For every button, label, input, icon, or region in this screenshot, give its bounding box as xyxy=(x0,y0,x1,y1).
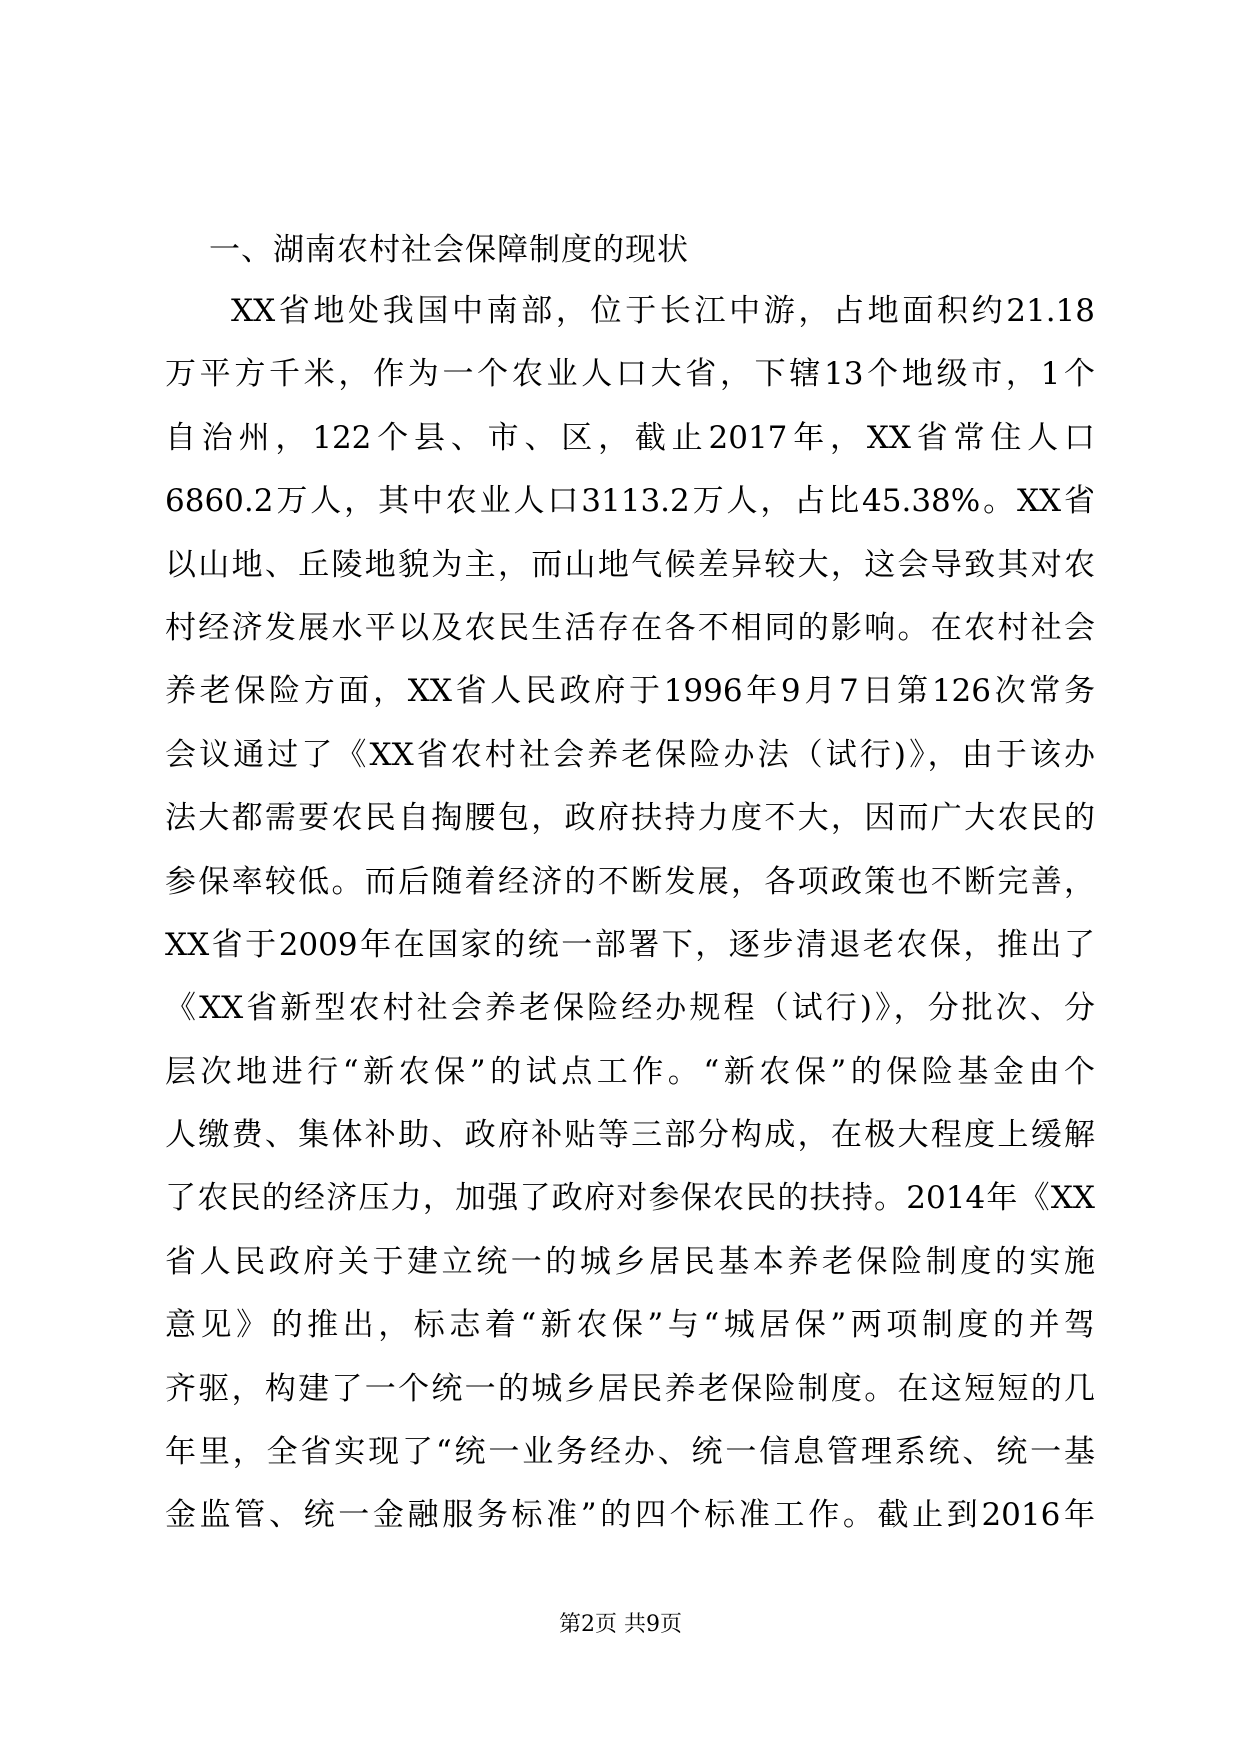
text-line: 《XX省新型农村社会养老保险经办规程（试行)》，分批次、分 xyxy=(165,990,1095,1027)
text-line: 层次地进行“新农保”的试点工作。“新农保”的保险基金由个 xyxy=(165,1053,1095,1090)
text-line: 会议通过了《XX省农村社会养老保险办法（试行)》，由于该办 xyxy=(165,736,1095,773)
text-line: 6860.2万人，其中农业人口3113.2万人，占比45.38%。XX省 xyxy=(165,483,1095,520)
text-line: 年里，全省实现了“统一业务经办、统一信息管理系统、统一基 xyxy=(165,1434,1095,1471)
page-number-footer: 第2页 共9页 xyxy=(559,1612,682,1637)
section-heading: 一、湖南农村社会保障制度的现状 xyxy=(209,232,689,268)
text-line: 村经济发展水平以及农民生活存在各不相同的影响。在农村社会 xyxy=(165,609,1095,646)
text-line: 意见》的推出，标志着“新农保”与“城居保”两项制度的并驾 xyxy=(165,1307,1095,1344)
text-line: 参保率较低。而后随着经济的不断发展，各项政策也不断完善， xyxy=(165,863,1095,900)
text-line: 万平方千米，作为一个农业人口大省，下辖13个地级市，1个 xyxy=(165,356,1095,393)
text-line: XX省地处我国中南部，位于长江中游，占地面积约21.18 xyxy=(231,293,1095,329)
text-line: 人缴费、集体补助、政府补贴等三部分构成，在极大程度上缓解 xyxy=(165,1117,1095,1154)
text-line: 金监管、统一金融服务标准”的四个标准工作。截止到2016年 xyxy=(165,1497,1095,1534)
text-line: 法大都需要农民自掏腰包，政府扶持力度不大，因而广大农民的 xyxy=(165,800,1095,837)
body-paragraph xyxy=(165,280,1095,1548)
text-line: 了农民的经济压力，加强了政府对参保农民的扶持。2014年《XX xyxy=(165,1180,1095,1217)
text-line: 养老保险方面，XX省人民政府于1996年9月7日第126次常务 xyxy=(165,673,1095,710)
text-line: 以山地、丘陵地貌为主，而山地气候差异较大，这会导致其对农 xyxy=(165,546,1095,583)
text-line: XX省于2009年在国家的统一部署下，逐步清退老农保，推出了 xyxy=(165,926,1095,963)
text-line: 省人民政府关于建立统一的城乡居民基本养老保险制度的实施 xyxy=(165,1243,1095,1280)
text-line: 自治州，122个县、市、区，截止2017年，XX省常住人口 xyxy=(165,419,1095,456)
text-line: 齐驱，构建了一个统一的城乡居民养老保险制度。在这短短的几 xyxy=(165,1370,1095,1407)
